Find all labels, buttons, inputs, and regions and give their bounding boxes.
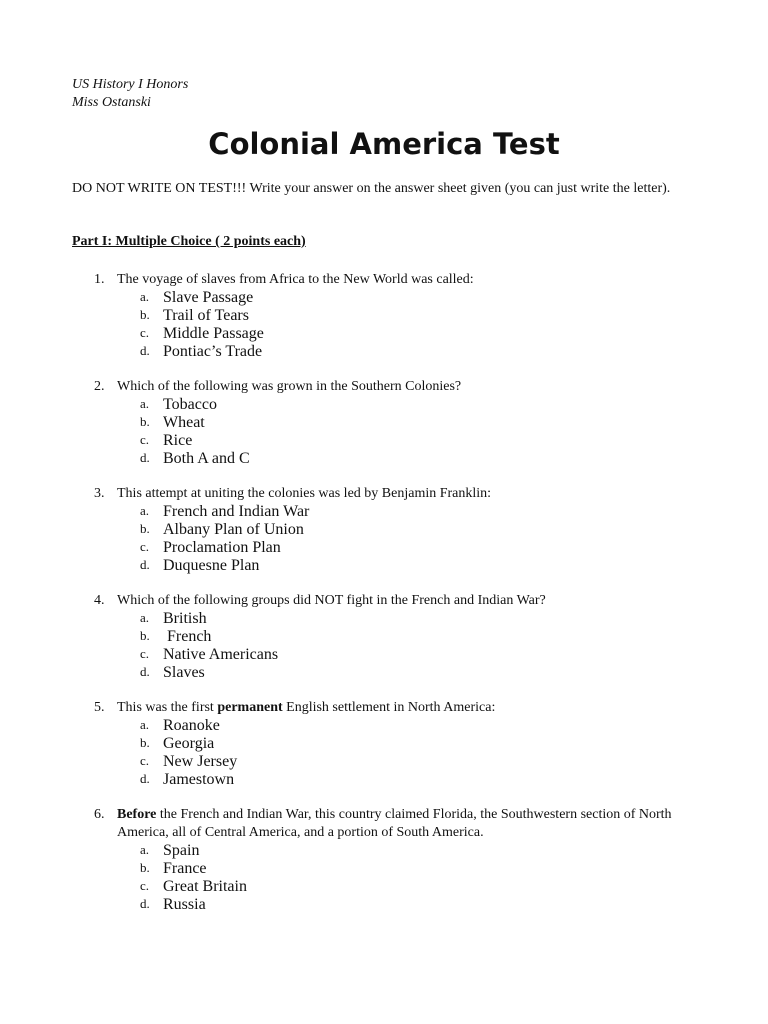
option-letter: c.	[140, 646, 150, 661]
question-text-part: Which of the following groups did NOT fight in the French and Indian War?	[117, 593, 546, 608]
option-text: Both A and C	[163, 450, 250, 467]
answer-option	[0, 610, 768, 628]
option-letter: a.	[140, 396, 150, 411]
answer-option	[0, 539, 768, 557]
option-text: New Jersey	[163, 753, 238, 770]
option-letter: d.	[140, 664, 150, 679]
answer-option	[0, 646, 768, 664]
answer-option	[0, 717, 768, 735]
option-text: Middle Passage	[163, 325, 264, 342]
test-instructions: DO NOT WRITE ON TEST!!! Write your answer on the answer sheet given (you can just write the letter).	[72, 181, 671, 196]
option-letter: b.	[140, 628, 150, 643]
option-text: Slave Passage	[163, 289, 254, 306]
answer-option	[0, 432, 768, 450]
question-text-part: This was the first	[117, 700, 218, 715]
question-text	[117, 271, 687, 289]
option-text: British	[163, 610, 207, 627]
option-letter: c.	[140, 878, 150, 893]
option-text: Wheat	[163, 414, 205, 431]
option-letter: c.	[140, 432, 150, 447]
option-text: French	[163, 628, 212, 645]
option-text: Great Britain	[163, 878, 247, 895]
question-number: 6.	[94, 807, 105, 822]
option-text: Trail of Tears	[163, 307, 249, 324]
question-text	[117, 699, 687, 717]
option-letter: a.	[140, 842, 150, 857]
question-number: 4.	[94, 593, 105, 608]
question-emphasis: Before	[117, 807, 157, 822]
option-text: French and Indian War	[163, 503, 310, 520]
teacher-name: Miss Ostanski	[72, 95, 151, 110]
question-text	[117, 806, 687, 842]
option-letter: b.	[140, 860, 150, 875]
option-text: Russia	[163, 896, 206, 913]
question-text-part: English settlement in North America:	[282, 700, 496, 715]
option-letter: d.	[140, 343, 150, 358]
option-letter: c.	[140, 539, 150, 554]
question-text-part: This attempt at uniting the colonies was led by Benjamin Franklin:	[117, 486, 492, 501]
option-letter: c.	[140, 325, 150, 340]
answer-option	[0, 325, 768, 343]
option-letter: d.	[140, 557, 150, 572]
option-letter: a.	[140, 503, 150, 518]
question-number: 3.	[94, 486, 105, 501]
option-letter: c.	[140, 753, 150, 768]
option-text: Rice	[163, 432, 193, 449]
answer-option	[0, 343, 768, 361]
question-emphasis: permanent	[217, 700, 283, 715]
course-name: US History I Honors	[72, 77, 189, 92]
answer-option	[0, 771, 768, 789]
option-letter: a.	[140, 717, 150, 732]
option-text: Duquesne Plan	[163, 557, 260, 574]
option-letter: a.	[140, 610, 150, 625]
part-heading: Part I: Multiple Choice ( 2 points each)	[72, 234, 306, 249]
answer-option	[0, 860, 768, 878]
option-letter: d.	[140, 896, 150, 911]
option-text: Spain	[163, 842, 200, 859]
question-number: 2.	[94, 379, 105, 394]
option-letter: d.	[140, 450, 150, 465]
option-letter: a.	[140, 289, 150, 304]
option-text: France	[163, 860, 207, 877]
option-text: Georgia	[163, 735, 215, 752]
answer-option	[0, 450, 768, 468]
option-letter: b.	[140, 414, 150, 429]
answer-option	[0, 289, 768, 307]
question-text	[117, 485, 687, 503]
question-text	[117, 592, 687, 610]
page-title: Colonial America Test	[208, 127, 560, 161]
answer-option	[0, 396, 768, 414]
option-text: Jamestown	[163, 771, 235, 788]
answer-option	[0, 664, 768, 682]
answer-option	[0, 557, 768, 575]
answer-option	[0, 307, 768, 325]
answer-option	[0, 735, 768, 753]
option-text: Proclamation Plan	[163, 539, 281, 556]
answer-option	[0, 842, 768, 860]
option-letter: d.	[140, 771, 150, 786]
question-number: 1.	[94, 272, 105, 287]
question-text-part: Which of the following was grown in the Southern Colonies?	[117, 379, 462, 394]
option-text: Slaves	[163, 664, 205, 681]
answer-option	[0, 878, 768, 896]
question-text	[117, 378, 687, 396]
answer-option	[0, 503, 768, 521]
option-letter: b.	[140, 307, 150, 322]
option-text: Roanoke	[163, 717, 220, 734]
option-text: Pontiac’s Trade	[163, 343, 263, 360]
answer-option	[0, 521, 768, 539]
answer-option	[0, 896, 768, 914]
answer-option	[0, 628, 768, 646]
answer-option	[0, 753, 768, 771]
option-text: Native Americans	[163, 646, 279, 663]
document-header	[72, 76, 188, 112]
question-text-part: The voyage of slaves from Africa to the New World was called:	[117, 272, 474, 287]
option-letter: b.	[140, 521, 150, 536]
option-letter: b.	[140, 735, 150, 750]
answer-option	[0, 414, 768, 432]
question-number: 5.	[94, 700, 105, 715]
option-text: Albany Plan of Union	[163, 521, 304, 538]
question-text-part: the French and Indian War, this country claimed Florida, the Southwestern section of North America, all of Central America, and a portion of South America.	[117, 807, 672, 840]
option-text: Tobacco	[163, 396, 217, 413]
